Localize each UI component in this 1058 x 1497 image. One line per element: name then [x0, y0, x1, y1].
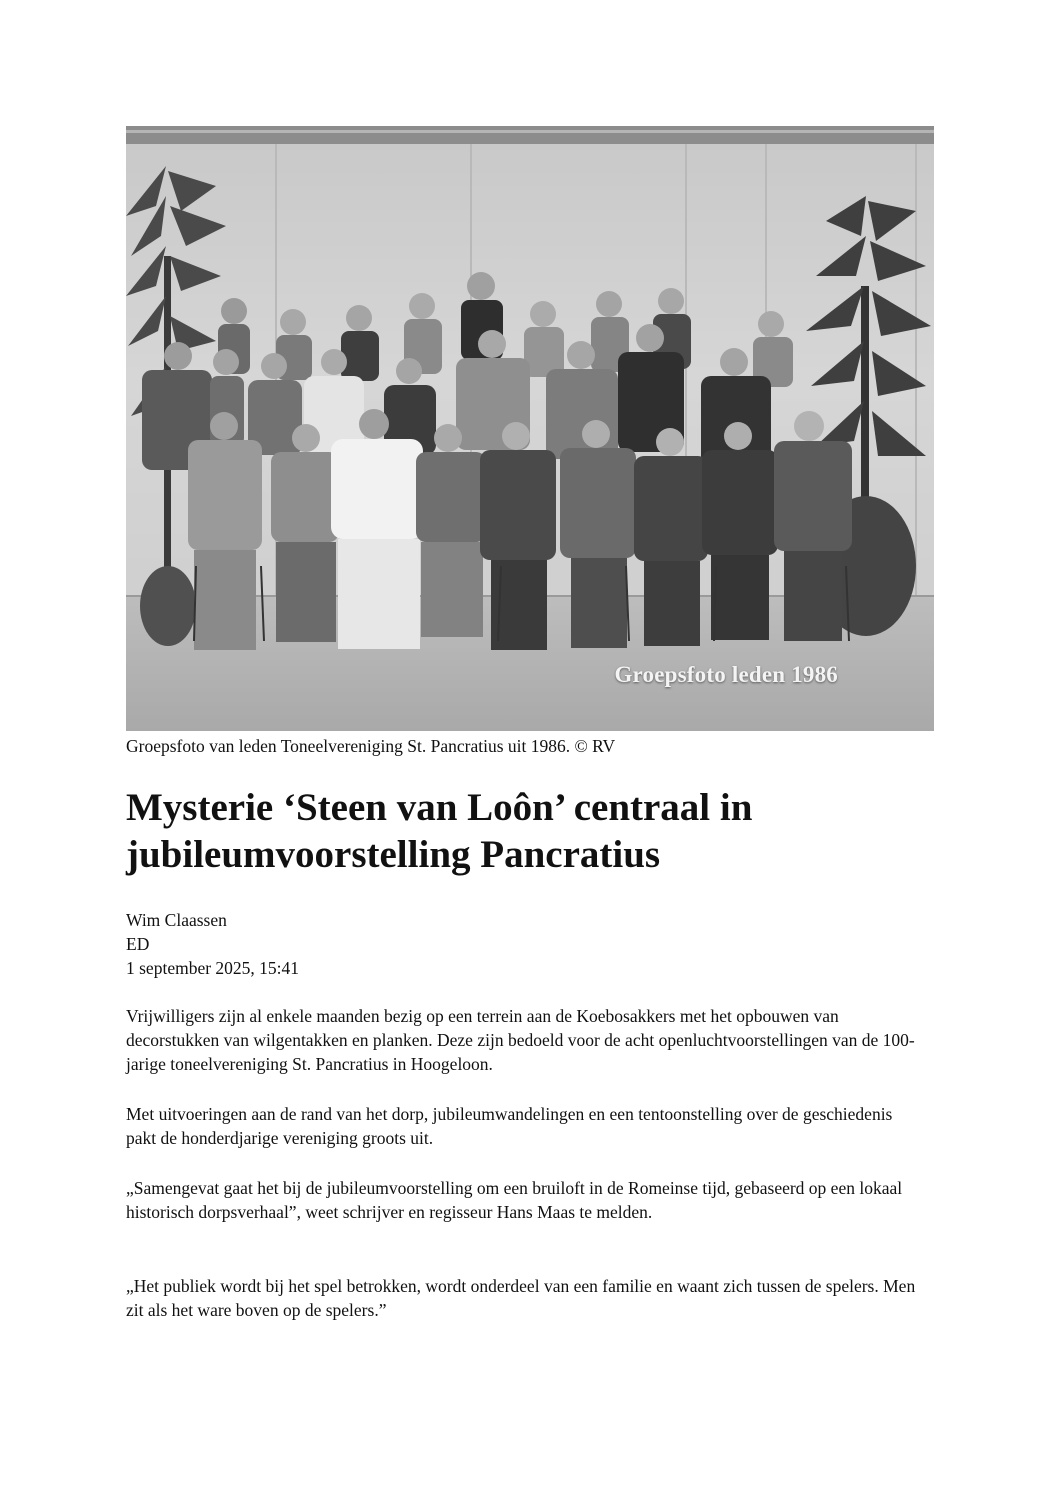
group-photo-image — [126, 126, 934, 731]
source-name: ED — [126, 934, 150, 954]
author-name: Wim Claassen — [126, 910, 227, 930]
byline — [126, 908, 299, 980]
photo-overlay-text: Groepsfoto leden 1986 — [614, 662, 838, 687]
paragraph: „Het publiek wordt bij het spel betrokken, wordt onderdeel van een familie en waant zich tussen de spelers. Men zit als het ware boven op de spelers.” — [126, 1276, 916, 1320]
article-headline: Mysterie ‘Steen van Loôn’ centraal in jubileumvoorstelling Pancratius — [126, 786, 753, 876]
publish-date: 1 september 2025, 15:41 — [126, 958, 300, 978]
group-photo — [126, 126, 934, 731]
paragraph: Met uitvoeringen aan de rand van het dorp, jubileumwandelingen en een tentoonstelling over de geschiedenis pakt de honderdjarige vereniging groots uit. — [126, 1104, 893, 1148]
paragraph: „Samengevat gaat het bij de jubileumvoorstelling om een bruiloft in de Romeinse tijd, gebaseerd op een lokaal historisch dorpsverhaal”, weet schrijver en regisseur Hans Maas te melden. — [126, 1178, 903, 1222]
paragraph: Vrijwilligers zijn al enkele maanden bezig op een terrein aan de Koebosakkers met het opbouwen van decorstukken van wilgentakken en planken. Deze zijn bedoeld voor de acht openluchtvoorstellingen van de 100-jarige toneelvereniging St. Pancratius in Hoogeloon. — [126, 1006, 915, 1074]
photo-caption: Groepsfoto van leden Toneelvereniging St. Pancratius uit 1986. © RV — [126, 736, 616, 756]
